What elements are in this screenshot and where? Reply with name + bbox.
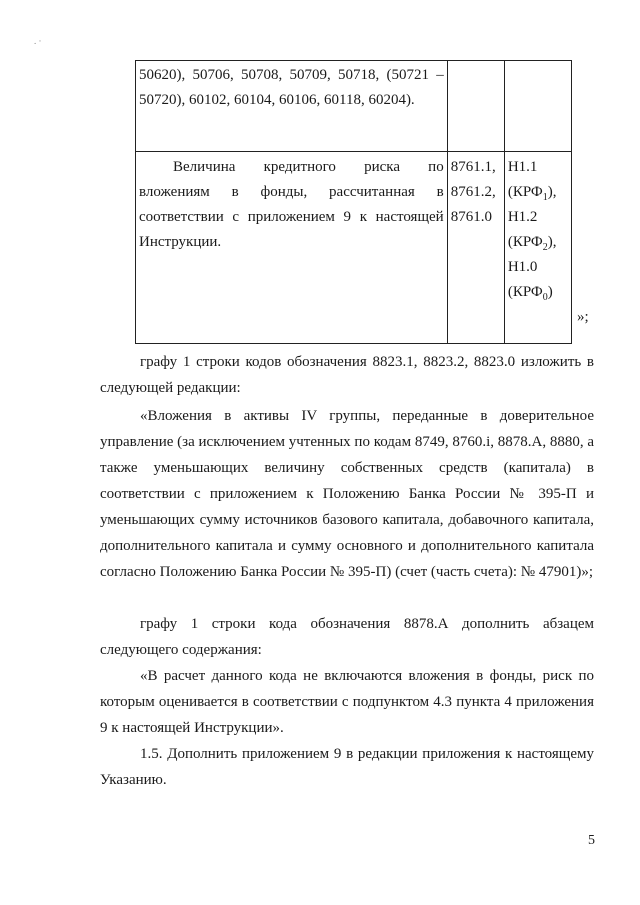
norm-n1-1: Н1.1	[507, 159, 538, 175]
norm-n1-0-ratio: $(КРФ_0)$	[507, 284, 553, 303]
code-8761-2: 8761.2,	[450, 184, 496, 200]
row2-description: Величина кредитного риска по вложениям в фонды, рассчитанная в соответствии с приложением 9 к настоящей Инструкции.	[139, 159, 444, 250]
norm-n1-1-ratio: $(КРФ_1)$,	[507, 184, 557, 203]
paragraph-8878-text: «В расчет данного кода не включаются вложения в фонды, риск по которым оценивается в соответствии с подпунктом 4.3 пункта 4 приложения 9 к настоящей Инструкции».	[100, 668, 594, 736]
norm-n1-2: Н1.2	[507, 209, 538, 225]
paragraph-8823-text: «Вложения в активы IV группы, переданные в доверительное управление (за исключением учтенных по кодам 8749, 8760.i, 8878.А, 8880, а также уменьшающих величину собственных средств (капитала) в соответствии с приложением к Положению Банка России № 395-П и уменьшающих сумму источников базового капитала, добавочного капитала, дополнительного капитала и сумму основного и дополнительного капитала согласно Положению Банка России № 395-П) (счет (часть счета): № 47901)»;	[100, 408, 594, 580]
norm-n1-2-ratio: $(КРФ_2)$,	[507, 234, 557, 253]
paragraph-1-5: 1.5. Дополнить приложением 9 в редакции приложения к настоящему Указанию.	[100, 746, 594, 788]
instruction-table	[135, 60, 572, 344]
table-closing-quote: »;	[577, 309, 589, 325]
code-8761-0: 8761.0	[450, 209, 492, 225]
code-8761-1: 8761.1,	[450, 159, 496, 175]
scan-mark: . ·	[34, 36, 42, 46]
row2-norms-cell	[504, 152, 571, 344]
norm-n1-0: Н1.0	[507, 259, 538, 275]
table-row	[136, 61, 572, 152]
row2-codes-cell	[447, 152, 504, 344]
row2-description-cell	[136, 152, 448, 344]
row1-description-cell	[136, 61, 448, 152]
table-row	[136, 152, 572, 344]
row1-description: 50620), 50706, 50708, 50709, 50718, (50721 – 50720), 60102, 60104, 60106, 60118, 60204).	[139, 67, 444, 108]
row1-codes-cell	[447, 61, 504, 152]
paragraph-8823: графу 1 строки кодов обозначения 8823.1, 8823.2, 8823.0 изложить в следующей редакции:	[100, 354, 594, 396]
paragraph-8878: графу 1 строки кода обозначения 8878.А дополнить абзацем следующего содержания:	[100, 616, 594, 658]
row1-norms-cell	[504, 61, 571, 152]
page-number: 5	[588, 833, 595, 848]
